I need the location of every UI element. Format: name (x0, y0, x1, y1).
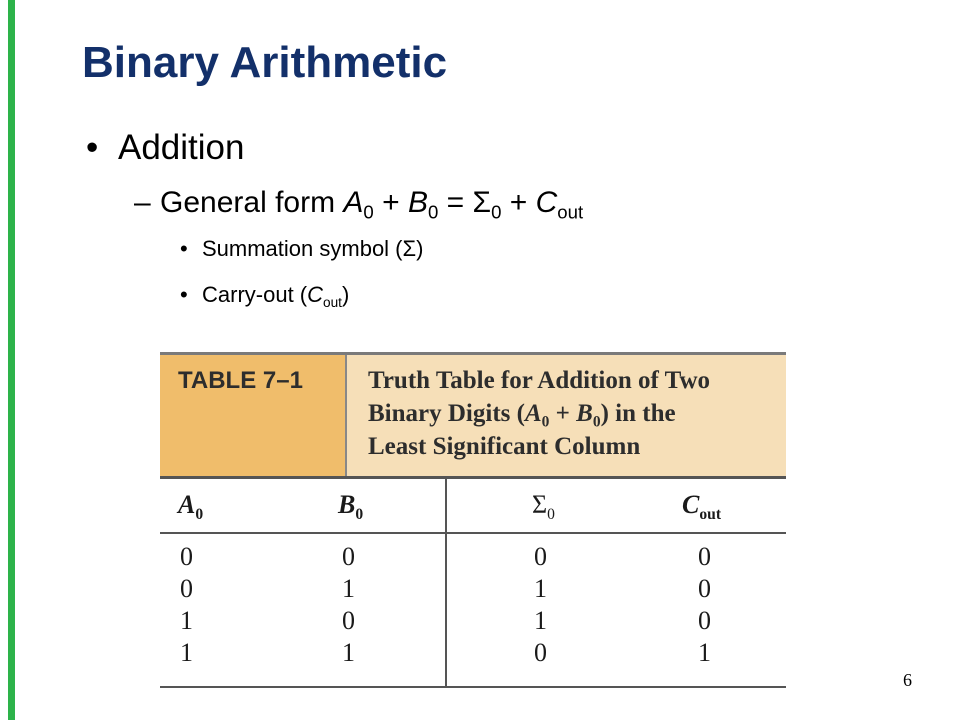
table-label-cell (160, 355, 345, 476)
col-header-sigma0 (532, 490, 555, 524)
table-cell: 0 (698, 542, 711, 571)
table-cell: 1 (698, 638, 711, 667)
carryout-suffix: ) (341, 282, 350, 307)
caption-2g: ) in the (600, 400, 676, 427)
caption-2e: B (576, 400, 593, 427)
var-a: A (343, 186, 364, 219)
table-cell: 0 (534, 638, 547, 667)
caption-line-2 (368, 397, 778, 430)
table-cell: 1 (180, 638, 193, 667)
table-cell: 0 (342, 542, 355, 571)
col-header-a0 (178, 490, 204, 524)
caption-2a: Binary Digits ( (368, 400, 525, 427)
summation-symbol: Σ (402, 236, 417, 261)
table-body-divider (445, 479, 447, 688)
col-header-sigma0-sub: 0 (547, 506, 555, 524)
general-form-prefix: General form (160, 186, 344, 219)
plus-1: + (373, 186, 408, 219)
table-rule-bottom (160, 686, 786, 688)
bullet-level3-carryout (180, 282, 349, 308)
bullet-level3-summation (180, 236, 423, 262)
var-c: C (535, 186, 558, 219)
bullet-level2 (134, 186, 584, 223)
var-a-sub: 0 (363, 201, 374, 223)
table-caption (368, 364, 778, 463)
table-label: TABLE 7–1 (178, 367, 303, 394)
summation-text: Summation symbol ( (202, 236, 403, 261)
slide-title: Binary Arithmetic (82, 38, 448, 87)
table-rule-top (160, 476, 786, 479)
bullet-level1-text: Addition (118, 128, 245, 167)
page-number: 6 (903, 670, 912, 690)
summation-suffix: ) (416, 236, 424, 261)
col-header-b0 (338, 490, 364, 524)
table-cell: 1 (342, 638, 355, 667)
col-header-a0-sub: 0 (195, 506, 204, 524)
carryout-sub: out (323, 294, 342, 310)
col-header-b0-sub: 0 (355, 506, 364, 524)
sigma-sub: 0 (491, 201, 502, 223)
dash-icon: – (134, 186, 151, 219)
caption-2b: A (524, 400, 542, 427)
carryout-symbol: C (307, 282, 324, 307)
equals: = (438, 186, 473, 219)
plus-2: + (501, 186, 536, 219)
col-header-a0-main: A (178, 490, 196, 519)
table-cell: 1 (342, 574, 355, 603)
table-cell: 1 (180, 606, 193, 635)
table-cell: 0 (698, 606, 711, 635)
var-b: B (407, 186, 428, 219)
col-header-b0-main: B (338, 490, 356, 519)
table-cell: 0 (534, 542, 547, 571)
table-cell: 0 (342, 606, 355, 635)
table-cell: 0 (698, 574, 711, 603)
bullet-level1 (86, 128, 244, 168)
caption-2f: 0 (592, 413, 601, 431)
truth-table-figure (160, 352, 786, 690)
caption-line-3: Least Significant Column (368, 433, 641, 460)
caption-line-1: Truth Table for Addition of Two (368, 367, 710, 394)
table-cell: 1 (534, 574, 547, 603)
caption-2c: 0 (541, 413, 550, 431)
bullet-dot-icon: • (86, 128, 99, 167)
sigma-symbol: Σ (472, 186, 492, 219)
header-divider (345, 355, 347, 476)
table-cell: 0 (180, 574, 193, 603)
var-c-sub: out (557, 201, 584, 223)
col-header-sigma0-main: Σ (532, 490, 548, 519)
left-accent-bar (8, 0, 15, 720)
col-header-cout-main: C (682, 490, 700, 519)
table-cell: 1 (534, 606, 547, 635)
col-header-cout (682, 490, 722, 524)
table-rule-mid (160, 532, 786, 534)
var-b-sub: 0 (427, 201, 439, 223)
caption-2d: + (549, 400, 577, 427)
bullet-dot-icon: • (180, 236, 188, 261)
carryout-text: Carry-out ( (202, 282, 308, 307)
table-cell: 0 (180, 542, 193, 571)
bullet-dot-icon: • (180, 282, 188, 307)
col-header-cout-sub: out (699, 506, 722, 524)
